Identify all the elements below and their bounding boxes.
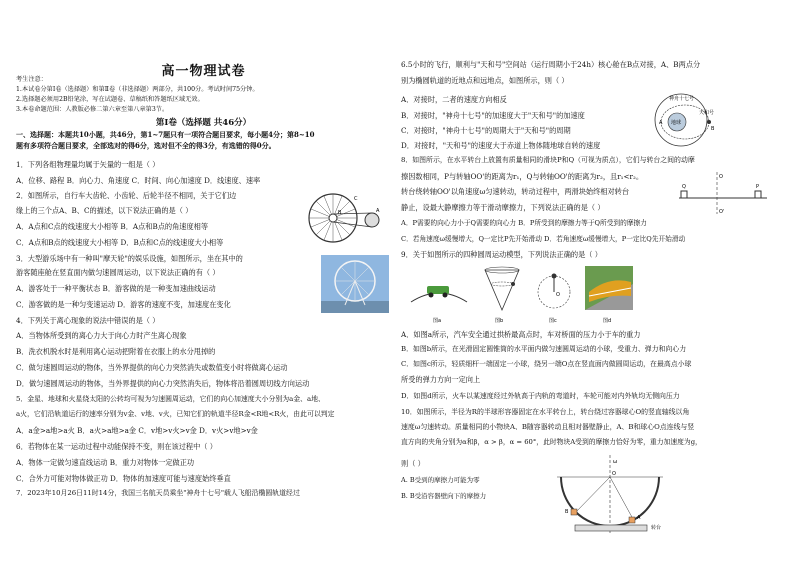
section-instructions: 题有多项符合题目要求，全部选对的得6分，选对但不全的得3分，有选错的得0分。 [16, 141, 276, 150]
question-line: D．如图d所示，火车以某速度经过外轨高于内轨的弯道时，车轮可能对内外轨均无侧向压力 [401, 392, 680, 400]
section-heading: 第Ⅰ卷（选择题 共46分） [155, 118, 252, 128]
orbit-figure [651, 90, 719, 148]
orbit-label-shenzhou: 神舟十七号 [669, 96, 695, 102]
question-line: 游客随座舱在竖直面内做匀速圆周运动，以下说法正确的有（ ） [16, 268, 220, 277]
right-column [401, 0, 785, 561]
caption-d: 图d [603, 318, 612, 324]
exam-notes [16, 75, 391, 115]
hemisphere-label-turntable: 转台 [651, 525, 662, 531]
question-line: A．对接时，二者的速度方向相反 [401, 95, 507, 104]
question-line: A．位移、路程 B．向心力、角速度 C．时间、向心加速度 D．线速度、速率 [16, 176, 261, 185]
answer-option: A. B受到的摩擦力可能为零 [401, 476, 480, 484]
ferris-wheel-label: 摩天轮 [323, 263, 326, 264]
question-line: 2．如图所示，自行车大齿轮、小齿轮、后轮半径不相同，关于它们边 [16, 191, 237, 200]
notes-item: 3.本卷命题范围：人教版必修二第六章至第八章第3节。 [16, 106, 169, 113]
question-line: C．A点和B点的线速度大小相等 D．B点和C点的线速度大小相等 [16, 238, 224, 247]
question-line: B．如图b所示，在光滑固定圆锥筒的水平面内做匀速圆周运动的小球，受重力、弹力和向心力 [401, 345, 687, 353]
four-models-figure [409, 262, 637, 326]
model-a-arch-bridge [411, 286, 467, 302]
question-line: 速度ω匀速转动。质量相同的小物块A、B随容器转动且相对器壁静止，A、B和球心O点连线与竖 [401, 423, 695, 431]
question-line: 擦因数相同，P与转轴OO'的距离为r₁，Q与转轴OO'的距离为r₂，且r₁<r₂。 [401, 172, 644, 181]
question-line: 8．如图所示，在水平转台上放置有质量相同的滑块P和Q（可视为质点），它们与转台之间的动摩 [401, 156, 695, 164]
orbit-label-tianhe: 天和号 [699, 110, 715, 116]
orbit-label-a: A [659, 120, 663, 126]
question-line: C．若角速度ω缓慢增大，Q一定比P先开始滑动 D．若角速度ω缓慢增大，P一定比Q先开始滑动 [401, 235, 686, 243]
question-line: 9．关于如图所示的四种圆周运动模型，下列说法正确的是（ ） [401, 250, 602, 259]
question-line: D．做匀速圆周运动的物体，当外界提供的向心力突然消失后，物体将沿着圆周切线方向运动 [16, 379, 310, 388]
orbit-label-earth: 地球 [671, 120, 682, 126]
caption-c: 图c [549, 318, 557, 324]
question-line: 缘上的三个点A、B、C的描述，以下说法正确的是（ ） [16, 206, 193, 215]
fig-label-a: A [376, 208, 380, 214]
hemisphere-figure [551, 455, 669, 537]
question-line: D．对接时，"天和号"的速度大于赤道上物体随地球自转的速度 [401, 141, 601, 150]
question-line: 6.5小时的飞行，顺利与"天和号"空间站（运行周期小于24h）核心舱在B点对接，A、B两点分 [401, 60, 701, 69]
question-line: 静止，设最大静摩擦力等于滑动摩擦力，下列说法正确的是（ ） [401, 203, 605, 212]
turntable-figure [671, 170, 771, 216]
hemisphere-label-b: B [565, 509, 569, 515]
turntable-label-p: P [756, 184, 760, 190]
notes-heading: 考生注意： [16, 76, 47, 83]
question-line: 1．下列各组物理量均属于矢量的一组是（ ） [16, 160, 160, 169]
question-line: A．如图a所示，汽车安全通过拱桥最高点时，车对桥面的压力小于车的重力 [401, 330, 641, 339]
question-line: C．对接时，"神舟十七号"的周期大于"天和号"的周期 [401, 126, 571, 135]
question-line: 7．2023年10月26日11时14分，我国三名航天员乘坐"神舟十七号"载人飞船沿椭圆轨道经过 [16, 489, 300, 497]
question-line: 4．下列关于离心现象的说法中错误的是（ ） [16, 316, 160, 325]
question-line: A．a金>a地>a火 B．a火>a地>a金 C．v地>v火>v金 D．v火>v地>v金 [16, 426, 258, 435]
question-line: C．做匀速圆周运动的物体，当外界提供的向心力突然消失或数值变小时将做离心运动 [16, 363, 288, 372]
turntable-label-q: Q [682, 184, 686, 190]
question-line: C．合外力可能对物体做正功 D．物体的加速度可能与速度始终垂直 [16, 474, 231, 483]
fig-label-c: C [354, 196, 358, 202]
answer-option: B. B受沿容器壁向下的摩擦力 [401, 492, 487, 500]
page-title: 高一物理试卷 [161, 64, 246, 79]
question-line: 6．若物体在某一运动过程中动能保持不变，则在该过程中（ ） [16, 442, 217, 451]
question-line: 3．大型游乐场中有一种叫"摩天轮"的娱乐设施，如图所示，坐在其中的 [16, 254, 243, 263]
question-line: A．当物体所受到的离心力大于向心力时产生离心现象 [16, 331, 187, 340]
model-c-label-o: O [556, 292, 560, 298]
question-line: C．如图c所示，轻质细杆一端固定一小球，绕另一端O点在竖直面内做圆周运动，在最高点小球 [401, 360, 692, 368]
question-line: A．A点和C点的线速度大小相等 B．A点和B点的角速度相等 [16, 222, 209, 231]
question-line: 10．如图所示，半径为R的半球形容器固定在水平转台上，转台绕过容器球心O的竖直轴线以角 [401, 408, 690, 416]
question-line: 5．金星、地球和火星绕太阳的公转均可视为匀速圆周运动，它们的向心加速度大小分别为a金、a地、 [16, 395, 325, 403]
question-line: 所受的弹力方向一定向上 [401, 375, 481, 384]
bicycle-gear-figure [306, 188, 388, 246]
question-line: B．洗衣机脱水时是利用离心运动把附着在衣服上的水分甩掉的 [16, 347, 216, 356]
notes-item: 1.本试卷分第Ⅰ卷（选择题）和第Ⅱ卷（非选择题）两部分，共100分。考试时间75分钟。 [16, 86, 259, 93]
model-c-rod [538, 274, 570, 309]
question-line: A．P需要的向心力小于Q需要的向心力 B．P所受到的摩擦力等于Q所受到的摩擦力 [401, 219, 647, 227]
question-line: 则（ ） [401, 459, 425, 468]
turntable-label-o: O [719, 174, 723, 180]
hemisphere-label-o: O [612, 471, 616, 477]
ferris-wheel-photo [321, 255, 389, 313]
question-line: B．对接时，"神舟十七号"的加速度大于"天和号"的加速度 [401, 111, 585, 120]
caption-b: 图b [495, 318, 504, 324]
turntable-label-o-prime: O' [719, 209, 725, 215]
section-instructions: 一、选择题：本题共10小题，共46分，第1~7题只有一项符合题目要求，每小题4分；第8~10 [16, 130, 315, 139]
fig-label-b: B [338, 210, 342, 216]
notes-item: 2.选择题必须用2B铅笔涂，写在试题卷、草稿纸和答题纸区域无效。 [16, 96, 204, 103]
question-line: a火，它们沿轨道运行的速率分别为v金、v地、v火，已知它们的轨道半径R金<R地<R火，由此可以判定 [16, 410, 335, 418]
orbit-label-b: B [711, 126, 715, 132]
question-line: A．物体一定做匀速直线运动 B．重力对物体一定做正功 [16, 458, 195, 467]
hemisphere-label-a: A [637, 515, 641, 521]
hemisphere-label-omega: ω [613, 459, 618, 465]
model-b-cone [485, 267, 519, 310]
left-column [16, 0, 391, 561]
question-line: C．游客做的是一种匀变速运动 D．游客的速度不变，加速度在变化 [16, 300, 231, 309]
question-line: 直方向的夹角分别为α和β，α > β，α = 60°，此时物块A受到的摩擦力恰好为零，重力加速度为g， [401, 438, 702, 446]
caption-a: 图a [433, 318, 442, 324]
question-line: A．游客处于一种平衡状态 B．游客做的是一种变加速曲线运动 [16, 284, 216, 293]
question-line: 别为椭圆轨道的近地点和远地点，如图所示，则（ ） [401, 76, 569, 85]
model-d-train [585, 266, 633, 310]
question-line: 转台绕转轴OO'以角速度ω匀速转动，转动过程中，两滑块始终相对转台 [401, 187, 630, 196]
